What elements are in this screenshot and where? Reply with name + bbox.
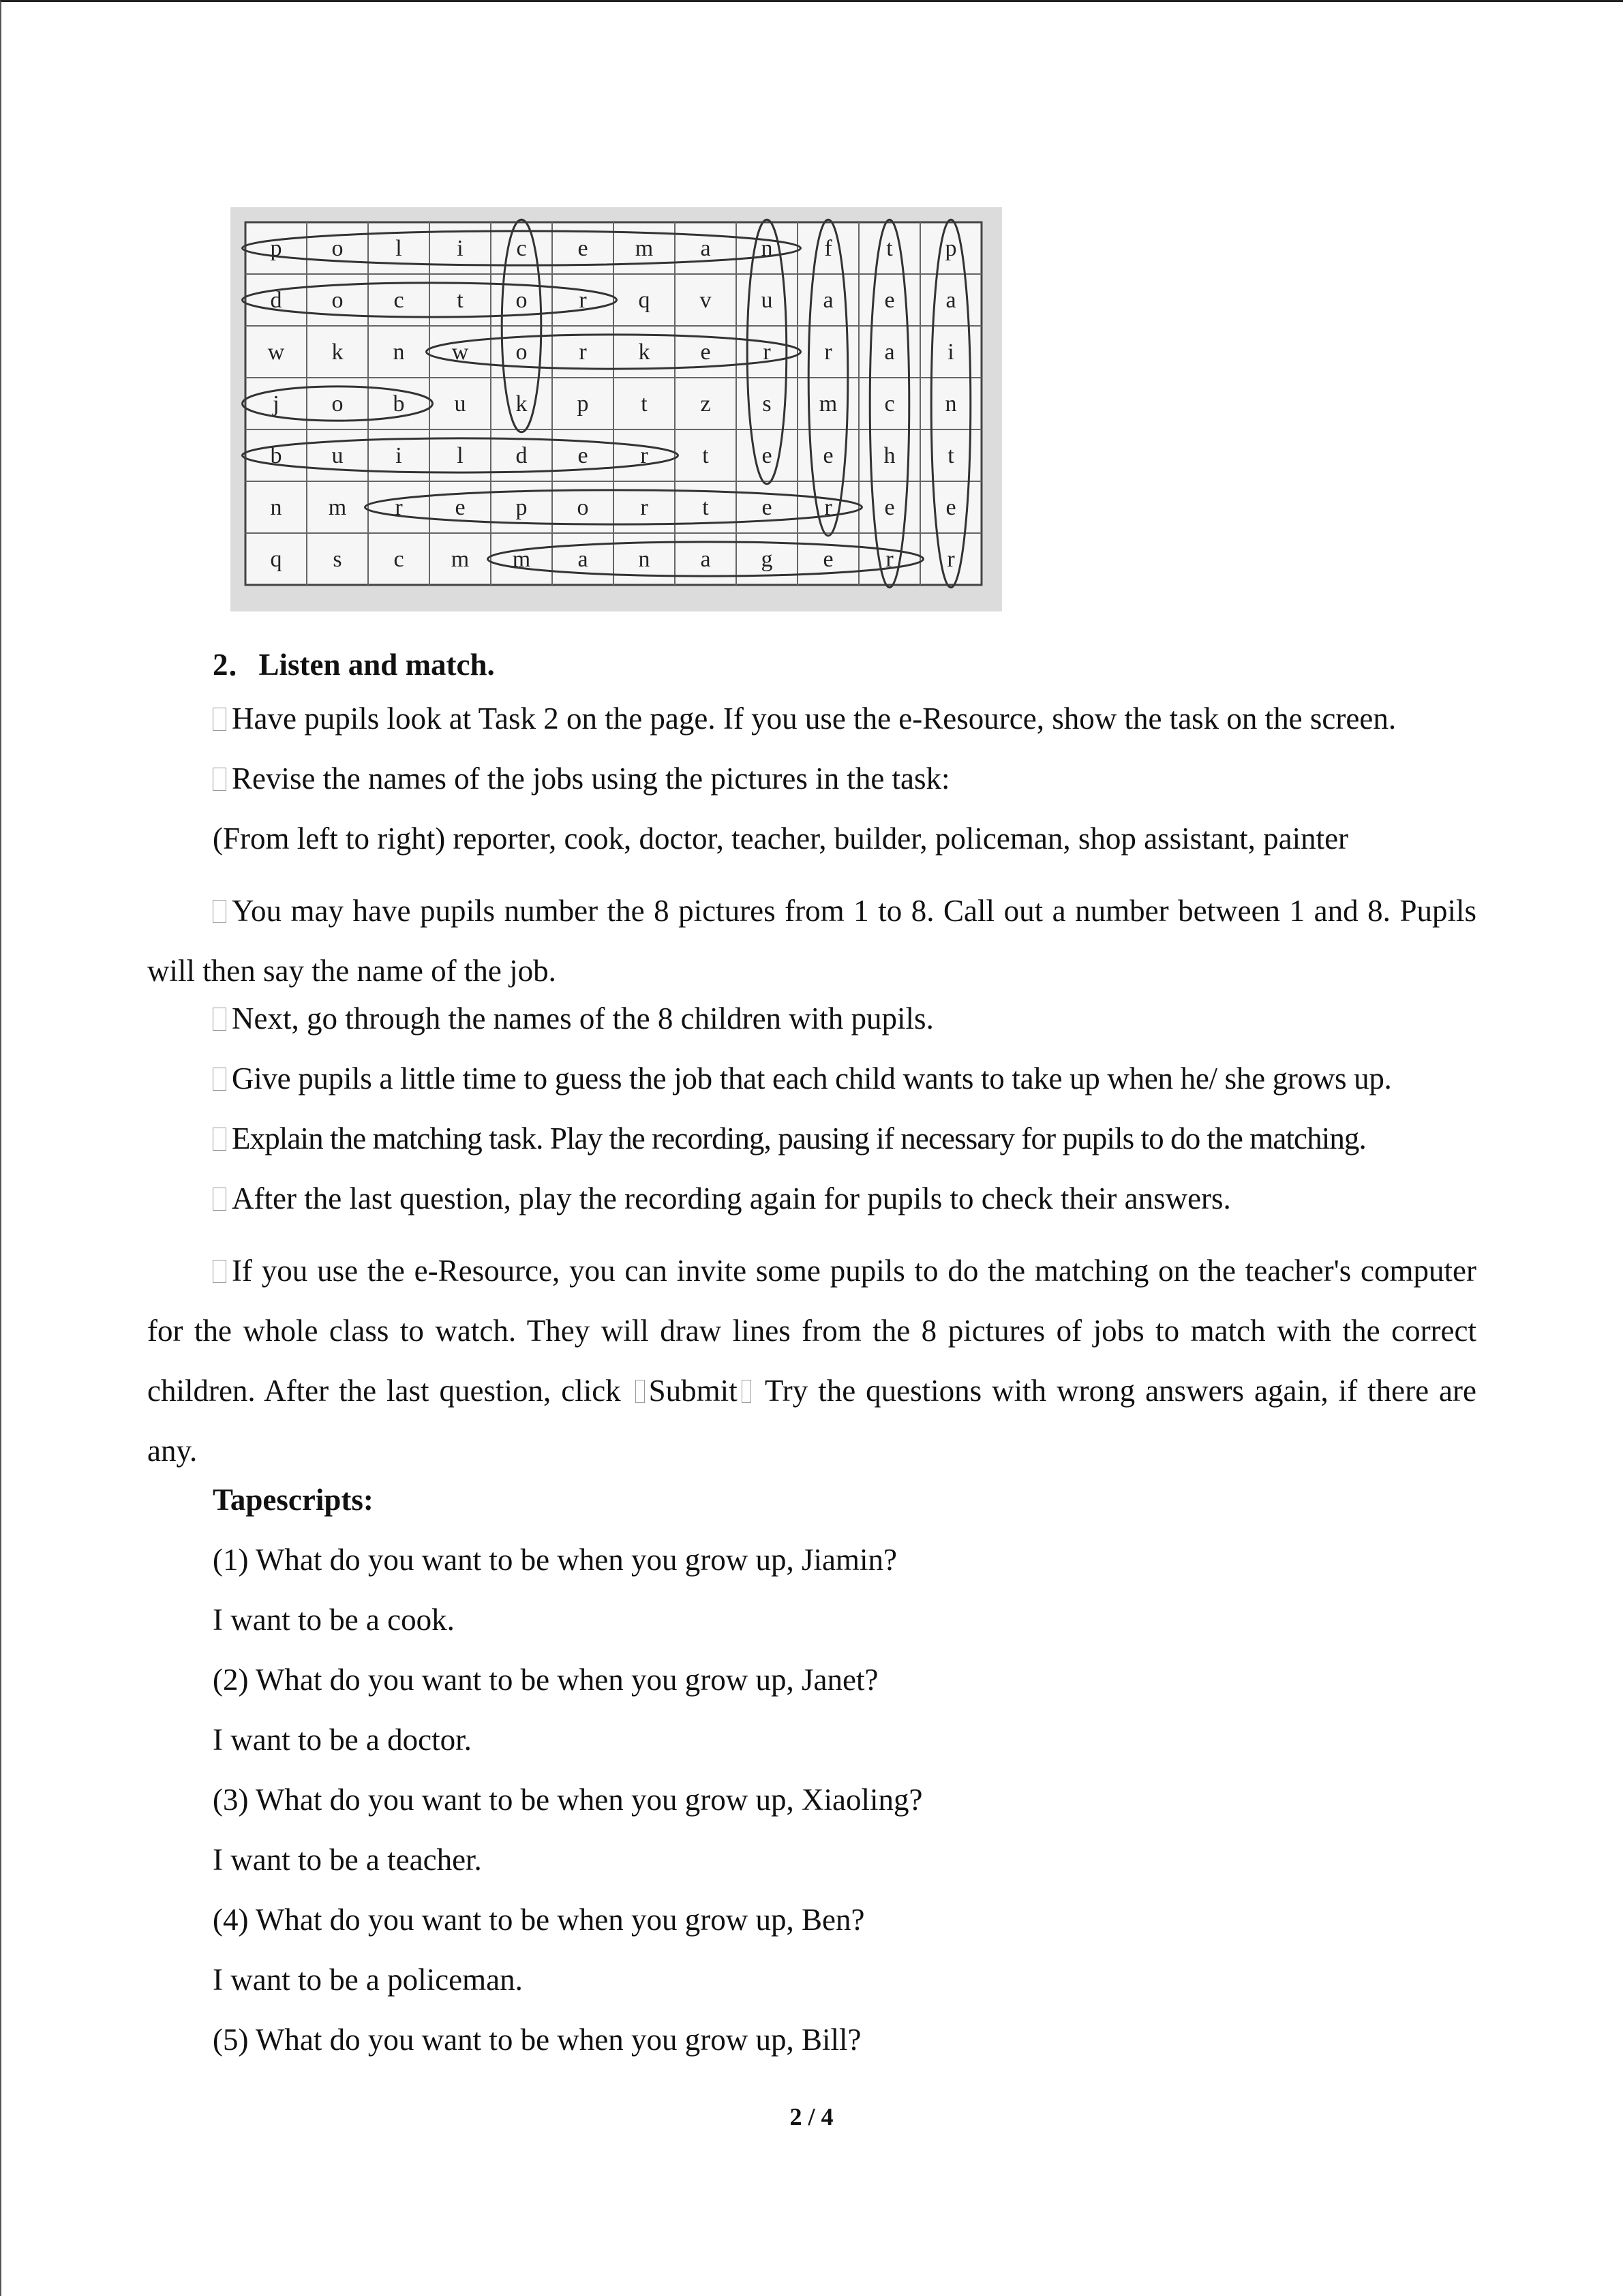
- tapescript-line: I want to be a policeman.: [213, 1963, 523, 1997]
- submit-label: Submit: [648, 1374, 738, 1408]
- puzzle-letter: e: [823, 443, 834, 468]
- puzzle-letter: e: [577, 236, 588, 261]
- tapescript-line: (1) What do you want to be when you grow up, Jiamin?: [213, 1543, 897, 1577]
- bullet-icon: [213, 768, 226, 791]
- puzzle-letter: t: [947, 443, 954, 468]
- puzzle-letter: j: [273, 391, 279, 417]
- puzzle-letter: l: [457, 443, 464, 468]
- puzzle-letter: r: [579, 288, 587, 313]
- puzzle-letter: m: [512, 547, 531, 572]
- puzzle-letter: c: [393, 547, 404, 572]
- puzzle-letter: i: [457, 236, 464, 261]
- puzzle-letter: o: [577, 495, 589, 520]
- puzzle-letter: a: [884, 339, 895, 365]
- puzzle-letter: e: [823, 547, 834, 572]
- puzzle-letter: m: [328, 495, 347, 520]
- jobs-list: (From left to right) reporter, cook, doctor, teacher, builder, policeman, shop assistant, painter: [213, 821, 1349, 856]
- puzzle-letter: t: [702, 443, 709, 468]
- puzzle-letter: a: [823, 288, 834, 313]
- bullet-icon: [213, 1188, 226, 1211]
- puzzle-letter: s: [333, 547, 342, 572]
- puzzle-letter: f: [824, 236, 832, 261]
- puzzle-letter: b: [393, 391, 405, 417]
- puzzle-letter: r: [885, 547, 894, 572]
- puzzle-letter: t: [457, 288, 464, 313]
- puzzle-letter: w: [451, 339, 469, 365]
- puzzle-letter: m: [635, 236, 654, 261]
- puzzle-letter: k: [638, 339, 650, 365]
- puzzle-letter: a: [945, 288, 956, 313]
- puzzle-letter: o: [515, 339, 528, 365]
- puzzle-letter: q: [638, 288, 650, 313]
- bullet-icon: [213, 1068, 226, 1091]
- puzzle-letter: d: [515, 443, 528, 468]
- puzzle-letter: e: [761, 495, 772, 520]
- puzzle-letter: a: [700, 236, 711, 261]
- instruction-4: You may have pupils number the 8 pictures from 1 to 8. Call out a number between 1 and 8. Pupils will then say the name of the job.: [147, 894, 1476, 988]
- tapescript-line: I want to be a cook.: [213, 1603, 455, 1637]
- puzzle-letter: c: [393, 288, 404, 313]
- puzzle-letter: w: [267, 339, 285, 365]
- puzzle-letter: r: [395, 495, 403, 520]
- puzzle-letter: r: [824, 495, 832, 520]
- puzzle-letter: r: [763, 339, 771, 365]
- puzzle-letter: p: [577, 391, 589, 417]
- word-search-puzzle: [230, 207, 1002, 611]
- puzzle-letter: t: [886, 236, 893, 261]
- puzzle-letter: o: [515, 288, 528, 313]
- instruction-5: Next, go through the names of the 8 children with pupils.: [213, 1001, 934, 1036]
- puzzle-letter: r: [947, 547, 955, 572]
- puzzle-letter: u: [454, 391, 466, 417]
- puzzle-letter: u: [761, 288, 773, 313]
- bracket-close-icon: [742, 1380, 751, 1403]
- puzzle-letter: m: [451, 547, 470, 572]
- puzzle-letter: o: [331, 288, 344, 313]
- puzzle-letter: i: [395, 443, 402, 468]
- puzzle-letter: b: [270, 443, 282, 468]
- puzzle-letter: o: [331, 391, 344, 417]
- puzzle-letter: q: [270, 547, 282, 572]
- tapescript-line: (2) What do you want to be when you grow up, Janet?: [213, 1663, 879, 1697]
- instruction-6: Give pupils a little time to guess the job that each child wants to take up when he/ she grows up.: [213, 1061, 1392, 1096]
- puzzle-letter: k: [515, 391, 528, 417]
- puzzle-letter: n: [638, 547, 650, 572]
- puzzle-letter: p: [270, 236, 282, 261]
- puzzle-letter: u: [331, 443, 344, 468]
- bullet-icon: [213, 1260, 226, 1283]
- instruction-9: If you use the e-Resource, you can invite some pupils to do the matching on the teacher's computer for the whole class to watch. They will draw lines from the 8 pictures of jobs to match with the correct children. After the last question, click Submit Try the questions with wrong answers again, if there are any.: [147, 1254, 1476, 1468]
- puzzle-letter: p: [945, 236, 957, 261]
- puzzle-letter: r: [579, 339, 587, 365]
- puzzle-letter: r: [640, 495, 648, 520]
- bracket-open-icon: [635, 1380, 645, 1403]
- puzzle-letter: n: [945, 391, 957, 417]
- page-number: 2 / 4: [789, 2103, 834, 2130]
- section-heading: 2．Listen and match.: [213, 648, 495, 682]
- puzzle-letter: m: [819, 391, 838, 417]
- tapescript-line: (3) What do you want to be when you grow up, Xiaoling?: [213, 1783, 923, 1817]
- puzzle-letter: l: [395, 236, 402, 261]
- tapescript-line: I want to be a doctor.: [213, 1723, 472, 1757]
- instruction-8: After the last question, play the recording again for pupils to check their answers.: [213, 1181, 1231, 1216]
- instruction-2: Revise the names of the jobs using the pictures in the task:: [213, 761, 950, 796]
- puzzle-letter: t: [641, 391, 648, 417]
- puzzle-letter: c: [884, 391, 895, 417]
- puzzle-letter: e: [945, 495, 956, 520]
- puzzle-letter: n: [270, 495, 282, 520]
- bullet-icon: [213, 900, 226, 923]
- tapescript-line: (4) What do you want to be when you grow up, Ben?: [213, 1903, 865, 1937]
- puzzle-letter: z: [700, 391, 711, 417]
- puzzle-letter: r: [824, 339, 832, 365]
- bullet-icon: [213, 1128, 226, 1151]
- puzzle-letter: a: [700, 547, 711, 572]
- puzzle-letter: n: [761, 236, 773, 261]
- instruction-1: Have pupils look at Task 2 on the page. If you use the e-Resource, show the task on the screen.: [213, 701, 1396, 736]
- tapescripts-heading: Tapescripts:: [213, 1483, 374, 1517]
- puzzle-letter: s: [762, 391, 772, 417]
- puzzle-letter: g: [761, 547, 773, 572]
- puzzle-letter: r: [640, 443, 648, 468]
- puzzle-letter: h: [883, 443, 896, 468]
- tapescript-line: I want to be a teacher.: [213, 1843, 482, 1877]
- puzzle-letter: e: [884, 288, 895, 313]
- bullet-icon: [213, 708, 226, 731]
- tapescript-line: (5) What do you want to be when you grow up, Bill?: [213, 2023, 862, 2057]
- puzzle-letter: v: [699, 288, 712, 313]
- puzzle-letter: t: [702, 495, 709, 520]
- puzzle-letter: a: [577, 547, 588, 572]
- puzzle-letter: k: [331, 339, 344, 365]
- puzzle-letter: e: [884, 495, 895, 520]
- puzzle-letter: e: [761, 443, 772, 468]
- instruction-7: Explain the matching task. Play the recording, pausing if necessary for pupils to do the matching.: [213, 1121, 1366, 1156]
- puzzle-letter: c: [516, 236, 527, 261]
- puzzle-letter: d: [270, 288, 282, 313]
- puzzle-letter: e: [455, 495, 466, 520]
- puzzle-letter: e: [700, 339, 711, 365]
- bullet-icon: [213, 1008, 226, 1031]
- puzzle-letter: e: [577, 443, 588, 468]
- puzzle-letter: i: [947, 339, 954, 365]
- puzzle-letter: n: [393, 339, 405, 365]
- puzzle-letter: o: [331, 236, 344, 261]
- puzzle-letter: p: [515, 495, 528, 520]
